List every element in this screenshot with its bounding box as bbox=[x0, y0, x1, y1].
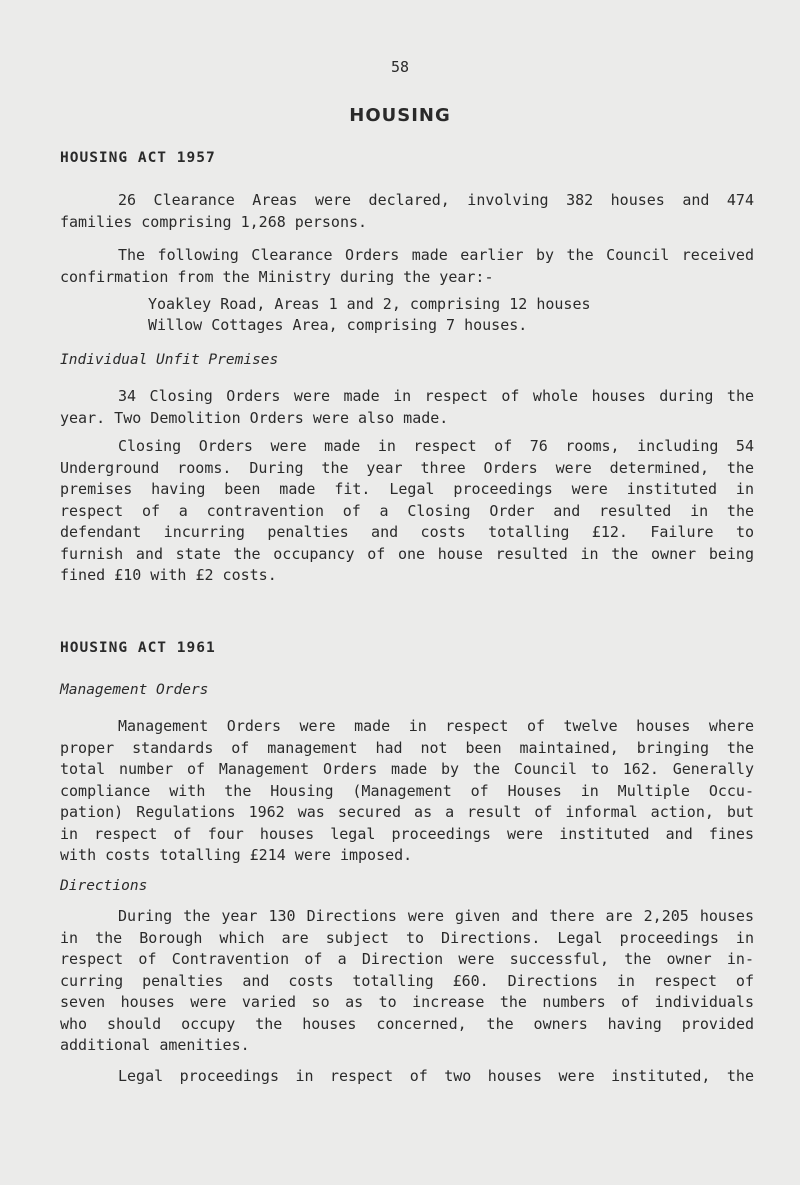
text-line: defendant incurring penalties and costs totalling £12. Failure to bbox=[60, 523, 754, 541]
text-line: Management Orders were made in respect of twelve houses where bbox=[118, 717, 754, 735]
text-line: confirmation from the Ministry during the year:- bbox=[60, 267, 494, 286]
text-line: Underground rooms. During the year three Orders were determined, the bbox=[60, 458, 754, 477]
subheading-directions: Directions bbox=[60, 878, 148, 894]
page-title: HOUSING bbox=[349, 105, 451, 126]
text-line: compliance with the Housing (Management of Houses in Multiple Occu- bbox=[60, 781, 754, 800]
paragraph-legal-proceedings bbox=[60, 1066, 754, 1088]
text-line: additional amenities. bbox=[60, 1036, 250, 1054]
text-line: pation) Regulations 1962 was secured as a result of informal action, but bbox=[60, 803, 754, 821]
paragraph-directions bbox=[60, 906, 754, 1057]
text-line: During the year 130 Directions were given and there are 2,205 houses bbox=[118, 907, 754, 925]
section-heading-1957: HOUSING ACT 1957 bbox=[60, 150, 216, 166]
text-line: in respect of four houses legal proceedings were instituted and fines bbox=[60, 824, 754, 843]
text-line: in the Borough which are subject to Directions. Legal proceedings in bbox=[60, 928, 754, 947]
text-line: total number of Management Orders made by the Council to 162. Generally bbox=[60, 760, 754, 778]
text-line: Legal proceedings in respect of two houses were instituted, the bbox=[118, 1067, 754, 1085]
page-number: 58 bbox=[390, 58, 410, 76]
text-line: respect of a contravention of a Closing Order and resulted in the bbox=[60, 501, 754, 520]
list-item: Willow Cottages Area, comprising 7 houses. bbox=[148, 316, 528, 334]
text-line: 34 Closing Orders were made in respect of whole houses during the bbox=[118, 387, 754, 405]
text-line: fined £10 with £2 costs. bbox=[60, 566, 277, 584]
list-item: Yoakley Road, Areas 1 and 2, comprising 12 houses bbox=[148, 295, 591, 313]
text-line: who should occupy the houses concerned, the owners having provided bbox=[60, 1014, 754, 1033]
text-line: families comprising 1,268 persons. bbox=[60, 212, 368, 231]
text-line: premises having been made fit. Legal proceedings were instituted in bbox=[60, 480, 754, 498]
section-heading-1961: HOUSING ACT 1961 bbox=[60, 640, 216, 656]
paragraph-clearance-areas bbox=[60, 190, 754, 233]
paragraph-rooms bbox=[60, 436, 754, 587]
subheading-management-orders: Management Orders bbox=[60, 682, 209, 698]
text-line: The following Clearance Orders made earlier by the Council received bbox=[118, 246, 754, 264]
text-line: proper standards of management had not been maintained, bringing the bbox=[60, 738, 754, 757]
clearance-orders-list bbox=[148, 294, 591, 336]
text-line: respect of Contravention of a Direction were successful, the owner in- bbox=[60, 950, 754, 968]
text-line: curring penalties and costs totalling £60. Directions in respect of bbox=[60, 971, 754, 990]
subheading-unfit-premises: Individual Unfit Premises bbox=[60, 352, 279, 368]
text-line: year. Two Demolition Orders were also made. bbox=[60, 408, 449, 427]
text-line: seven houses were varied so as to increase the numbers of individuals bbox=[60, 993, 754, 1011]
text-line: Closing Orders were made in respect of 76 rooms, including 54 bbox=[118, 437, 754, 455]
paragraph-clearance-orders bbox=[60, 245, 754, 288]
paragraph-closing-orders bbox=[60, 386, 754, 429]
text-line: with costs totalling £214 were imposed. bbox=[60, 846, 413, 864]
text-line: furnish and state the occupancy of one house resulted in the owner being bbox=[60, 544, 754, 563]
text-line: 26 Clearance Areas were declared, involving 382 houses and 474 bbox=[118, 191, 754, 209]
paragraph-management-orders bbox=[60, 716, 754, 867]
